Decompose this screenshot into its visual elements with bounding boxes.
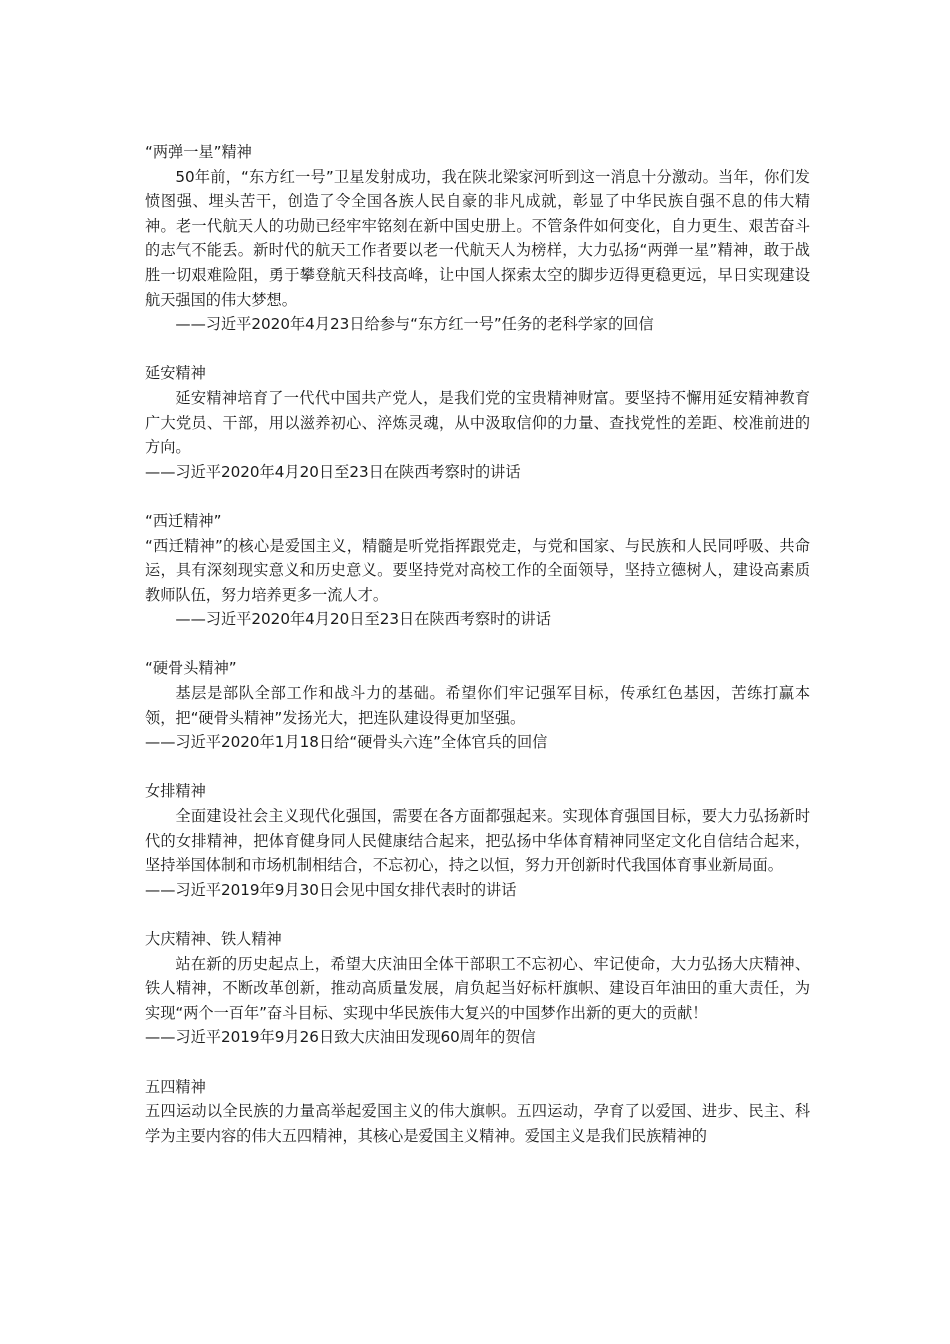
section-attribution: ——习近平2020年4月23日给参与“东方红一号”任务的老科学家的回信 xyxy=(175,315,654,334)
section-title: 女排精神 xyxy=(145,782,206,801)
section-title: “两弹一星”精神 xyxy=(145,143,252,161)
section-title: “西迁精神” xyxy=(145,511,222,530)
document-page xyxy=(145,140,810,1173)
section-yinggutou xyxy=(145,656,810,754)
section-attribution: ——习近平2020年4月20日至23日在陕西考察时的讲话 xyxy=(145,462,521,481)
section-body: 站在新的历史起点上，希望大庆油田全体干部职工不忘初心、牢记使命，大力弘扬大庆精神、铁人精神，不断改革创新，推动高质量发展，肩负起当好标杆旗帜、建设百年油田的重大责任，为实现“两个一百年”奋斗目标、实现中华民族伟大复兴的中国梦作出新的更大的贡献！ xyxy=(145,954,810,1022)
section-title: “硬骨头精神” xyxy=(145,659,237,678)
section-daqing-tieren xyxy=(145,927,810,1050)
section-xiqian xyxy=(145,509,810,632)
section-body: 50年前，“东方红一号”卫星发射成功，我在陕北梁家河听到这一消息十分激动。当年，你们发愤图强、埋头苦干，创造了令全国各族人民自豪的非凡成就，彰显了中华民族自强不息的伟大精神。老一代航天人的功勋已经牢牢铭刻在新中国史册上。不管条件如何变化，自力更生、艰苦奋斗的志气不能丢。新时代的航天工作者要以老一代航天人为榜样，大力弘扬“两弹一星”精神，敢于战胜一切艰难险阻，勇于攀登航天科技高峰，让中国人探索太空的脚步迈得更稳更远，早日实现建设航天强国的伟大梦想。 xyxy=(145,167,810,309)
section-title: 大庆精神、铁人精神 xyxy=(145,930,282,948)
section-attribution: ——习近平2020年4月20日至23日在陕西考察时的讲话 xyxy=(175,610,551,629)
section-yanan xyxy=(145,361,810,484)
section-body: “西迁精神”的核心是爱国主义，精髓是听党指挥跟党走，与党和国家、与民族和人民同呼吸、共命运，具有深刻现实意义和历史意义。要坚持党对高校工作的全面领导，坚持立德树人，建设高素质教师队伍，努力培养更多一流人才。 xyxy=(145,536,810,604)
section-body: 延安精神培育了一代代中国共产党人，是我们党的宝贵精神财富。要坚持不懈用延安精神教育广大党员、干部，用以滋养初心、淬炼灵魂，从中汲取信仰的力量、查找党性的差距、校准前进的方向。 xyxy=(145,388,810,457)
section-liangdan-yixing xyxy=(145,140,810,337)
section-wusi xyxy=(145,1075,810,1149)
section-body: 全面建设社会主义现代化强国，需要在各方面都强起来。实现体育强国目标，要大力弘扬新时代的女排精神，把体育健身同人民健康结合起来，把弘扬中华体育精神同坚定文化自信结合起来，坚持举国体制和市场机制相结合，不忘初心，持之以恒，努力开创新时代我国体育事业新局面。 xyxy=(145,807,810,875)
section-body: 五四运动以全民族的力量高举起爱国主义的伟大旗帜。五四运动，孕育了以爱国、进步、民主、科学为主要内容的伟大五四精神，其核心是爱国主义精神。爱国主义是我们民族精神的 xyxy=(145,1102,810,1145)
section-body: 基层是部队全部工作和战斗力的基础。希望你们牢记强军目标，传承红色基因，苦练打赢本领，把“硬骨头精神”发扬光大，把连队建设得更加坚强。 xyxy=(145,684,810,727)
section-attribution: ——习近平2019年9月26日致大庆油田发现60周年的贺信 xyxy=(145,1028,536,1047)
section-title: 五四精神 xyxy=(145,1077,206,1096)
section-attribution: ——习近平2020年1月18日给“硬骨头六连”全体官兵的回信 xyxy=(145,733,548,752)
section-nvpai xyxy=(145,779,810,902)
section-title: 延安精神 xyxy=(145,364,206,383)
section-attribution: ——习近平2019年9月30日会见中国女排代表时的讲话 xyxy=(145,880,517,899)
